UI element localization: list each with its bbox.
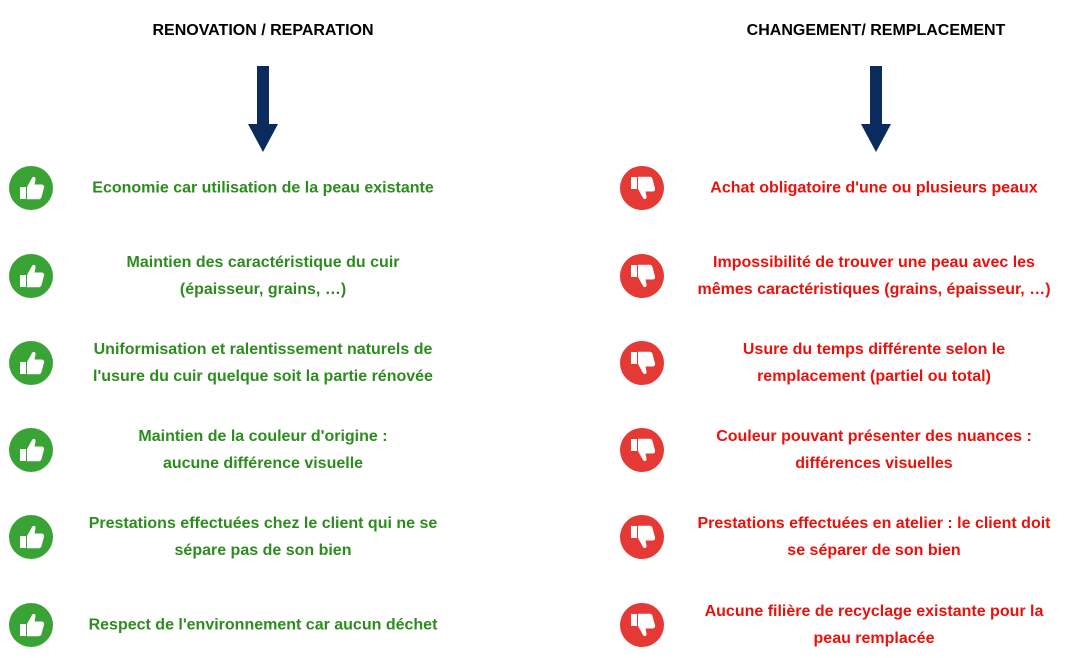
- con-item: [619, 158, 1079, 218]
- item-line: peau remplacée: [813, 630, 935, 647]
- con-item: [619, 507, 1079, 567]
- item-line: Prestations effectuées en atelier : le client doit: [697, 515, 1051, 532]
- pro-item: [8, 420, 468, 480]
- thumbs-down-icon: [619, 340, 665, 386]
- item-line: aucune différence visuelle: [162, 455, 364, 472]
- item-line: remplacement (partiel ou total): [757, 368, 991, 385]
- item-line: Maintien de la couleur d'origine :: [138, 428, 388, 445]
- item-line: Prestations effectuées chez le client qui ne se: [88, 515, 438, 532]
- column-title-remplacement: CHANGEMENT/ REMPLACEMENT: [746, 22, 1006, 39]
- item-line: Impossibilité de trouver une peau avec les: [713, 254, 1035, 271]
- pro-item: [8, 595, 468, 655]
- item-text: [669, 598, 1079, 652]
- item-line: Aucune filière de recyclage existante pour la: [704, 603, 1044, 620]
- thumbs-up-icon: [8, 427, 54, 473]
- item-line: Achat obligatoire d'une ou plusieurs peaux: [710, 179, 1038, 197]
- thumbs-up-icon: [8, 165, 54, 211]
- item-text: [669, 249, 1079, 303]
- item-line: se séparer de son bien: [787, 542, 961, 559]
- item-text: [64, 336, 462, 390]
- item-text: [669, 510, 1079, 564]
- down-arrow-icon: [861, 66, 891, 154]
- item-line: Couleur pouvant présenter des nuances :: [716, 428, 1032, 445]
- item-text: [64, 510, 462, 564]
- item-line: (épaisseur, grains, …): [179, 281, 347, 298]
- item-line: mêmes caractéristiques (grains, épaisseur, …): [697, 281, 1051, 298]
- item-line: l'usure du cuir quelque soit la partie rénovée: [93, 368, 433, 385]
- thumbs-down-icon: [619, 602, 665, 648]
- item-line: différences visuelles: [795, 455, 953, 472]
- pro-item: [8, 333, 468, 393]
- con-item: [619, 420, 1079, 480]
- thumbs-down-icon: [619, 427, 665, 473]
- down-arrow-icon: [248, 66, 278, 154]
- thumbs-up-icon: [8, 514, 54, 560]
- item-line: Maintien des caractéristique du cuir: [126, 254, 400, 271]
- item-text: [64, 423, 462, 477]
- thumbs-up-icon: [8, 253, 54, 299]
- thumbs-up-icon: [8, 602, 54, 648]
- item-text: [64, 175, 462, 202]
- item-line: Usure du temps différente selon le: [742, 341, 1006, 358]
- con-item: [619, 333, 1079, 393]
- item-line: sépare pas de son bien: [174, 542, 352, 559]
- pro-item: [8, 507, 468, 567]
- item-text: [64, 612, 462, 639]
- item-text: [669, 175, 1079, 202]
- thumbs-down-icon: [619, 253, 665, 299]
- thumbs-up-icon: [8, 340, 54, 386]
- item-line: Respect de l'environnement car aucun déchet: [88, 616, 438, 634]
- con-item: [619, 595, 1079, 655]
- item-text: [669, 423, 1079, 477]
- pro-item: [8, 246, 468, 306]
- thumbs-down-icon: [619, 514, 665, 560]
- item-text: [669, 336, 1079, 390]
- pro-item: [8, 158, 468, 218]
- thumbs-down-icon: [619, 165, 665, 211]
- item-line: Economie car utilisation de la peau existante: [92, 179, 434, 197]
- con-item: [619, 246, 1079, 306]
- column-title-renovation: RENOVATION / REPARATION: [152, 22, 374, 39]
- item-line: Uniformisation et ralentissement naturels de: [93, 341, 433, 358]
- item-text: [64, 249, 462, 303]
